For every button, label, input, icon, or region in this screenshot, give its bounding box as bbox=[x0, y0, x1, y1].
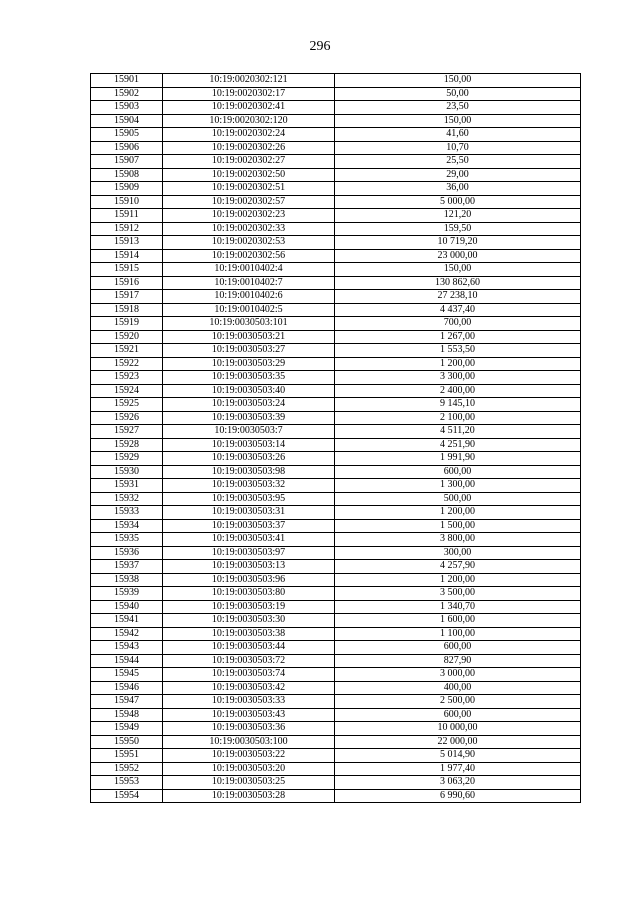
row-number-cell: 15920 bbox=[91, 330, 163, 344]
cadastral-number-cell: 10:19:0030503:19 bbox=[163, 600, 335, 614]
row-number-cell: 15916 bbox=[91, 276, 163, 290]
row-number-cell: 15918 bbox=[91, 303, 163, 317]
row-number-cell: 15915 bbox=[91, 263, 163, 277]
row-number-cell: 15919 bbox=[91, 317, 163, 331]
area-value-cell: 1 340,70 bbox=[335, 600, 581, 614]
table-row bbox=[91, 101, 581, 115]
row-number-cell: 15950 bbox=[91, 735, 163, 749]
row-number-cell: 15927 bbox=[91, 425, 163, 439]
row-number-cell: 15953 bbox=[91, 776, 163, 790]
cadastral-number-cell: 10:19:0030503:20 bbox=[163, 762, 335, 776]
cadastral-number-cell: 10:19:0020302:24 bbox=[163, 128, 335, 142]
row-number-cell: 15947 bbox=[91, 695, 163, 709]
area-value-cell: 3 800,00 bbox=[335, 533, 581, 547]
cadastral-number-cell: 10:19:0030503:42 bbox=[163, 681, 335, 695]
table-row bbox=[91, 195, 581, 209]
cadastral-number-cell: 10:19:0030503:21 bbox=[163, 330, 335, 344]
area-value-cell: 300,00 bbox=[335, 546, 581, 560]
cadastral-number-cell: 10:19:0020302:57 bbox=[163, 195, 335, 209]
table-row bbox=[91, 87, 581, 101]
row-number-cell: 15949 bbox=[91, 722, 163, 736]
cadastral-number-cell: 10:19:0030503:74 bbox=[163, 668, 335, 682]
cadastral-number-cell: 10:19:0010402:5 bbox=[163, 303, 335, 317]
table-row bbox=[91, 74, 581, 88]
cadastral-number-cell: 10:19:0020302:41 bbox=[163, 101, 335, 115]
area-value-cell: 5 000,00 bbox=[335, 195, 581, 209]
area-value-cell: 1 600,00 bbox=[335, 614, 581, 628]
cadastral-number-cell: 10:19:0030503:30 bbox=[163, 614, 335, 628]
table-row bbox=[91, 384, 581, 398]
table-row bbox=[91, 708, 581, 722]
row-number-cell: 15921 bbox=[91, 344, 163, 358]
area-value-cell: 700,00 bbox=[335, 317, 581, 331]
row-number-cell: 15932 bbox=[91, 492, 163, 506]
area-value-cell: 2 400,00 bbox=[335, 384, 581, 398]
row-number-cell: 15934 bbox=[91, 519, 163, 533]
table-row bbox=[91, 290, 581, 304]
cadastral-number-cell: 10:19:0030503:27 bbox=[163, 344, 335, 358]
cadastral-number-cell: 10:19:0030503:100 bbox=[163, 735, 335, 749]
cadastral-number-cell: 10:19:0030503:28 bbox=[163, 789, 335, 803]
table-row bbox=[91, 398, 581, 412]
cadastral-number-cell: 10:19:0020302:53 bbox=[163, 236, 335, 250]
cadastral-number-cell: 10:19:0030503:38 bbox=[163, 627, 335, 641]
cadastral-number-cell: 10:19:0030503:43 bbox=[163, 708, 335, 722]
area-value-cell: 150,00 bbox=[335, 74, 581, 88]
row-number-cell: 15938 bbox=[91, 573, 163, 587]
table-row bbox=[91, 735, 581, 749]
area-value-cell: 6 990,60 bbox=[335, 789, 581, 803]
area-value-cell: 10,70 bbox=[335, 141, 581, 155]
cadastral-number-cell: 10:19:0030503:7 bbox=[163, 425, 335, 439]
cadastral-number-cell: 10:19:0030503:35 bbox=[163, 371, 335, 385]
table-row bbox=[91, 573, 581, 587]
row-number-cell: 15929 bbox=[91, 452, 163, 466]
area-value-cell: 29,00 bbox=[335, 168, 581, 182]
row-number-cell: 15945 bbox=[91, 668, 163, 682]
cadastral-number-cell: 10:19:0020302:27 bbox=[163, 155, 335, 169]
cadastral-number-cell: 10:19:0010402:4 bbox=[163, 263, 335, 277]
area-value-cell: 4 437,40 bbox=[335, 303, 581, 317]
area-value-cell: 4 257,90 bbox=[335, 560, 581, 574]
area-value-cell: 130 862,60 bbox=[335, 276, 581, 290]
cadastral-number-cell: 10:19:0030503:32 bbox=[163, 479, 335, 493]
cadastral-number-cell: 10:19:0020302:120 bbox=[163, 114, 335, 128]
row-number-cell: 15944 bbox=[91, 654, 163, 668]
area-value-cell: 1 977,40 bbox=[335, 762, 581, 776]
row-number-cell: 15941 bbox=[91, 614, 163, 628]
table-row bbox=[91, 168, 581, 182]
area-value-cell: 10 719,20 bbox=[335, 236, 581, 250]
row-number-cell: 15917 bbox=[91, 290, 163, 304]
table-row bbox=[91, 465, 581, 479]
row-number-cell: 15912 bbox=[91, 222, 163, 236]
area-value-cell: 1 991,90 bbox=[335, 452, 581, 466]
area-value-cell: 600,00 bbox=[335, 465, 581, 479]
table-row bbox=[91, 263, 581, 277]
table-row bbox=[91, 344, 581, 358]
area-value-cell: 1 200,00 bbox=[335, 506, 581, 520]
row-number-cell: 15948 bbox=[91, 708, 163, 722]
area-value-cell: 1 553,50 bbox=[335, 344, 581, 358]
row-number-cell: 15931 bbox=[91, 479, 163, 493]
row-number-cell: 15925 bbox=[91, 398, 163, 412]
table-row bbox=[91, 654, 581, 668]
table-row bbox=[91, 222, 581, 236]
area-value-cell: 3 500,00 bbox=[335, 587, 581, 601]
area-value-cell: 50,00 bbox=[335, 87, 581, 101]
area-value-cell: 23 000,00 bbox=[335, 249, 581, 263]
table-row bbox=[91, 587, 581, 601]
cadastral-number-cell: 10:19:0010402:6 bbox=[163, 290, 335, 304]
area-value-cell: 4 511,20 bbox=[335, 425, 581, 439]
area-value-cell: 500,00 bbox=[335, 492, 581, 506]
table-row bbox=[91, 411, 581, 425]
row-number-cell: 15928 bbox=[91, 438, 163, 452]
row-number-cell: 15923 bbox=[91, 371, 163, 385]
table-row bbox=[91, 236, 581, 250]
area-value-cell: 2 100,00 bbox=[335, 411, 581, 425]
cadastral-number-cell: 10:19:0030503:37 bbox=[163, 519, 335, 533]
area-value-cell: 41,60 bbox=[335, 128, 581, 142]
row-number-cell: 15951 bbox=[91, 749, 163, 763]
table-row bbox=[91, 317, 581, 331]
cadastral-number-cell: 10:19:0030503:72 bbox=[163, 654, 335, 668]
row-number-cell: 15940 bbox=[91, 600, 163, 614]
row-number-cell: 15943 bbox=[91, 641, 163, 655]
area-value-cell: 1 500,00 bbox=[335, 519, 581, 533]
table-row bbox=[91, 128, 581, 142]
area-value-cell: 1 100,00 bbox=[335, 627, 581, 641]
row-number-cell: 15922 bbox=[91, 357, 163, 371]
area-value-cell: 1 267,00 bbox=[335, 330, 581, 344]
row-number-cell: 15926 bbox=[91, 411, 163, 425]
area-value-cell: 3 000,00 bbox=[335, 668, 581, 682]
table-row bbox=[91, 614, 581, 628]
area-value-cell: 1 200,00 bbox=[335, 573, 581, 587]
row-number-cell: 15946 bbox=[91, 681, 163, 695]
row-number-cell: 15907 bbox=[91, 155, 163, 169]
area-value-cell: 159,50 bbox=[335, 222, 581, 236]
table-row bbox=[91, 762, 581, 776]
cadastral-number-cell: 10:19:0030503:13 bbox=[163, 560, 335, 574]
table-row bbox=[91, 776, 581, 790]
area-value-cell: 22 000,00 bbox=[335, 735, 581, 749]
area-value-cell: 600,00 bbox=[335, 708, 581, 722]
table-row bbox=[91, 425, 581, 439]
row-number-cell: 15902 bbox=[91, 87, 163, 101]
table-row bbox=[91, 600, 581, 614]
table-row bbox=[91, 681, 581, 695]
cadastral-number-cell: 10:19:0030503:40 bbox=[163, 384, 335, 398]
cadastral-number-cell: 10:19:0030503:44 bbox=[163, 641, 335, 655]
table-row bbox=[91, 479, 581, 493]
row-number-cell: 15909 bbox=[91, 182, 163, 196]
table-row bbox=[91, 209, 581, 223]
area-value-cell: 600,00 bbox=[335, 641, 581, 655]
cadastral-number-cell: 10:19:0030503:41 bbox=[163, 533, 335, 547]
table-row bbox=[91, 668, 581, 682]
cadastral-number-cell: 10:19:0030503:96 bbox=[163, 573, 335, 587]
cadastral-number-cell: 10:19:0030503:33 bbox=[163, 695, 335, 709]
row-number-cell: 15904 bbox=[91, 114, 163, 128]
row-number-cell: 15954 bbox=[91, 789, 163, 803]
row-number-cell: 15906 bbox=[91, 141, 163, 155]
registry-table bbox=[90, 73, 581, 803]
cadastral-number-cell: 10:19:0020302:26 bbox=[163, 141, 335, 155]
row-number-cell: 15910 bbox=[91, 195, 163, 209]
cadastral-number-cell: 10:19:0020302:51 bbox=[163, 182, 335, 196]
row-number-cell: 15924 bbox=[91, 384, 163, 398]
area-value-cell: 121,20 bbox=[335, 209, 581, 223]
row-number-cell: 15939 bbox=[91, 587, 163, 601]
table-row bbox=[91, 303, 581, 317]
table-row bbox=[91, 533, 581, 547]
table-row bbox=[91, 627, 581, 641]
area-value-cell: 36,00 bbox=[335, 182, 581, 196]
table-row bbox=[91, 249, 581, 263]
cadastral-number-cell: 10:19:0020302:33 bbox=[163, 222, 335, 236]
table-row bbox=[91, 371, 581, 385]
row-number-cell: 15933 bbox=[91, 506, 163, 520]
row-number-cell: 15937 bbox=[91, 560, 163, 574]
table-row bbox=[91, 182, 581, 196]
row-number-cell: 15952 bbox=[91, 762, 163, 776]
table-row bbox=[91, 546, 581, 560]
cadastral-number-cell: 10:19:0030503:97 bbox=[163, 546, 335, 560]
row-number-cell: 15908 bbox=[91, 168, 163, 182]
area-value-cell: 1 200,00 bbox=[335, 357, 581, 371]
table-row bbox=[91, 438, 581, 452]
area-value-cell: 2 500,00 bbox=[335, 695, 581, 709]
row-number-cell: 15903 bbox=[91, 101, 163, 115]
area-value-cell: 3 300,00 bbox=[335, 371, 581, 385]
table-row bbox=[91, 789, 581, 803]
table-row bbox=[91, 492, 581, 506]
table-row bbox=[91, 749, 581, 763]
cadastral-number-cell: 10:19:0030503:25 bbox=[163, 776, 335, 790]
cadastral-number-cell: 10:19:0030503:39 bbox=[163, 411, 335, 425]
cadastral-number-cell: 10:19:0030503:24 bbox=[163, 398, 335, 412]
row-number-cell: 15913 bbox=[91, 236, 163, 250]
row-number-cell: 15901 bbox=[91, 74, 163, 88]
cadastral-number-cell: 10:19:0030503:36 bbox=[163, 722, 335, 736]
area-value-cell: 150,00 bbox=[335, 263, 581, 277]
cadastral-number-cell: 10:19:0030503:26 bbox=[163, 452, 335, 466]
table-row bbox=[91, 357, 581, 371]
area-value-cell: 150,00 bbox=[335, 114, 581, 128]
cadastral-number-cell: 10:19:0030503:31 bbox=[163, 506, 335, 520]
table-row bbox=[91, 155, 581, 169]
cadastral-number-cell: 10:19:0020302:121 bbox=[163, 74, 335, 88]
cadastral-number-cell: 10:19:0020302:17 bbox=[163, 87, 335, 101]
cadastral-number-cell: 10:19:0020302:50 bbox=[163, 168, 335, 182]
cadastral-number-cell: 10:19:0030503:98 bbox=[163, 465, 335, 479]
table-row bbox=[91, 519, 581, 533]
row-number-cell: 15905 bbox=[91, 128, 163, 142]
cadastral-number-cell: 10:19:0010402:7 bbox=[163, 276, 335, 290]
area-value-cell: 9 145,10 bbox=[335, 398, 581, 412]
area-value-cell: 27 238,10 bbox=[335, 290, 581, 304]
cadastral-number-cell: 10:19:0030503:22 bbox=[163, 749, 335, 763]
area-value-cell: 5 014,90 bbox=[335, 749, 581, 763]
cadastral-number-cell: 10:19:0030503:95 bbox=[163, 492, 335, 506]
row-number-cell: 15942 bbox=[91, 627, 163, 641]
area-value-cell: 1 300,00 bbox=[335, 479, 581, 493]
area-value-cell: 400,00 bbox=[335, 681, 581, 695]
table-row bbox=[91, 641, 581, 655]
row-number-cell: 15935 bbox=[91, 533, 163, 547]
area-value-cell: 25,50 bbox=[335, 155, 581, 169]
area-value-cell: 23,50 bbox=[335, 101, 581, 115]
area-value-cell: 827,90 bbox=[335, 654, 581, 668]
area-value-cell: 4 251,90 bbox=[335, 438, 581, 452]
row-number-cell: 15930 bbox=[91, 465, 163, 479]
page-number: 296 bbox=[309, 39, 331, 54]
cadastral-number-cell: 10:19:0020302:56 bbox=[163, 249, 335, 263]
area-value-cell: 10 000,00 bbox=[335, 722, 581, 736]
row-number-cell: 15936 bbox=[91, 546, 163, 560]
table-row bbox=[91, 560, 581, 574]
table-row bbox=[91, 695, 581, 709]
table-row bbox=[91, 330, 581, 344]
area-value-cell: 3 063,20 bbox=[335, 776, 581, 790]
cadastral-number-cell: 10:19:0030503:101 bbox=[163, 317, 335, 331]
registry-table-body bbox=[91, 74, 581, 803]
cadastral-number-cell: 10:19:0020302:23 bbox=[163, 209, 335, 223]
cadastral-number-cell: 10:19:0030503:14 bbox=[163, 438, 335, 452]
table-row bbox=[91, 506, 581, 520]
table-row bbox=[91, 114, 581, 128]
table-row bbox=[91, 452, 581, 466]
cadastral-number-cell: 10:19:0030503:29 bbox=[163, 357, 335, 371]
table-row bbox=[91, 141, 581, 155]
table-row bbox=[91, 276, 581, 290]
row-number-cell: 15914 bbox=[91, 249, 163, 263]
row-number-cell: 15911 bbox=[91, 209, 163, 223]
cadastral-number-cell: 10:19:0030503:80 bbox=[163, 587, 335, 601]
table-row bbox=[91, 722, 581, 736]
